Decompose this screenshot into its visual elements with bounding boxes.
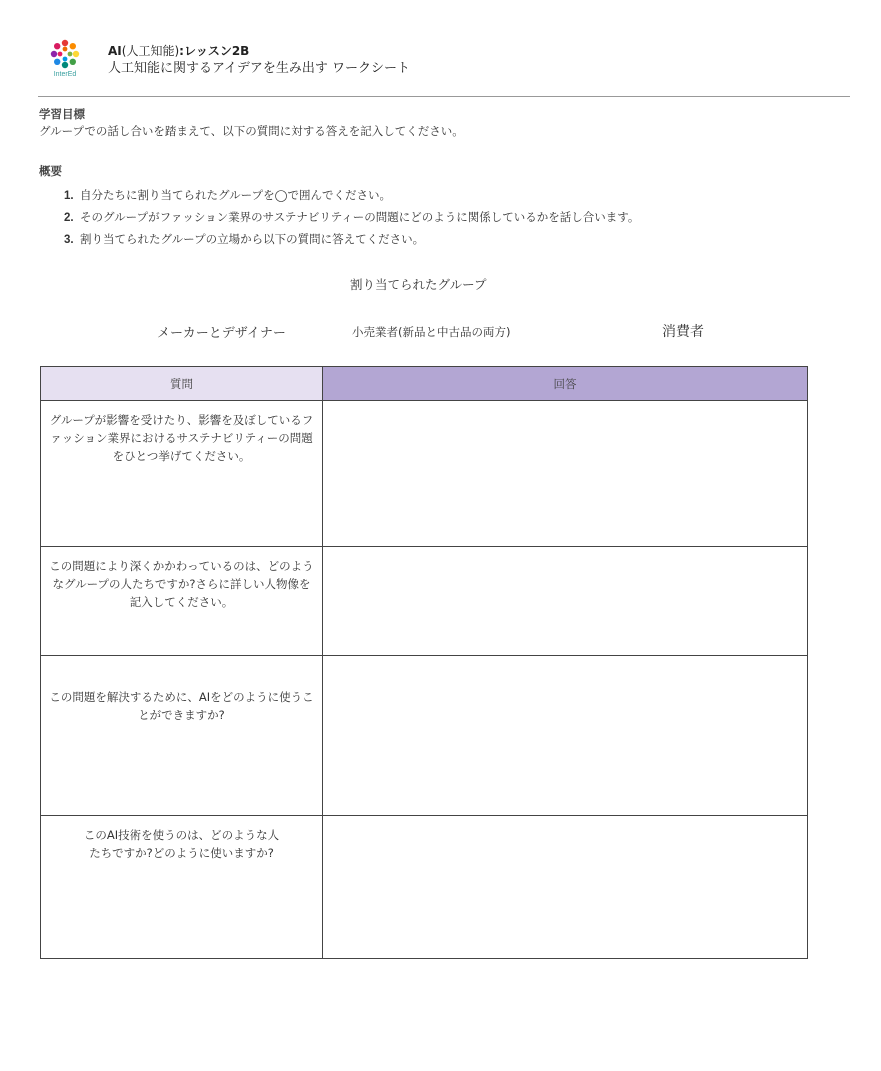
group-consumers[interactable]: 消費者	[662, 324, 704, 340]
header-divider	[38, 96, 850, 97]
logo-flower-icon	[44, 38, 86, 72]
question-text: このAI技術を使うのは、どのような人たちですか?どのように使いますか?	[83, 828, 280, 860]
objective-heading: 学習目標	[39, 107, 85, 121]
step-text: そのグループがファッション業界のサステナビリティーの問題にどのように関係しているかを話し合います。	[80, 210, 640, 224]
objective-text: グループでの話し合いを踏まえて、以下の質問に対する答えを記入してください。	[39, 124, 464, 138]
answer-column-header: 回答	[323, 367, 808, 401]
question-column-header: 質問	[41, 367, 323, 401]
page-title	[108, 42, 410, 78]
learning-objective	[39, 106, 464, 140]
question-cell	[41, 401, 323, 547]
question-cell	[41, 547, 323, 656]
title-paren: (人工知能)	[121, 44, 180, 58]
assigned-groups-heading: 割り当てられたグループ	[350, 277, 487, 292]
answer-cell[interactable]	[323, 656, 808, 816]
overview-heading: 概要	[39, 164, 62, 178]
logo-text: InterEd	[53, 71, 77, 78]
table-row	[41, 547, 808, 656]
answer-cell[interactable]	[323, 547, 808, 656]
group-makers-designers[interactable]: メーカーとデザイナー	[157, 326, 286, 341]
title-lesson: :レッスン2B	[179, 44, 250, 58]
question-text: この問題を解決するために、AIをどのように使うことができますか?	[49, 690, 314, 722]
step-number: 3.	[64, 234, 74, 246]
step-item	[64, 228, 639, 250]
step-item	[64, 206, 639, 228]
question-cell	[41, 816, 323, 959]
question-answer-table	[40, 366, 808, 959]
step-item	[64, 184, 639, 206]
step-text: 自分たちに割り当てられたグループを◯で囲んでください。	[80, 188, 391, 202]
question-text: この問題により深くかかわっているのは、どのようなグループの人たちですか?さらに詳しい人物像を記入してください。	[49, 559, 314, 609]
answer-cell[interactable]	[323, 401, 808, 547]
table-row	[41, 401, 808, 547]
question-text: グループが影響を受けたり、影響を及ぼしているファッション業界におけるサステナビリティーの問題をひとつ挙げてください。	[49, 413, 314, 463]
intered-logo	[44, 38, 86, 82]
worksheet-title: 人工知能に関するアイデアを生み出す ワークシート	[108, 61, 410, 76]
title-ai: AI	[108, 44, 122, 58]
overview-steps	[39, 184, 639, 250]
group-retailers[interactable]: 小売業者(新品と中古品の両方)	[352, 325, 511, 339]
table-row	[41, 816, 808, 959]
question-cell	[41, 656, 323, 816]
table-row	[41, 656, 808, 816]
step-number: 2.	[64, 212, 74, 224]
step-text: 割り当てられたグループの立場から以下の質問に答えてください。	[80, 232, 425, 246]
step-number: 1.	[64, 190, 74, 202]
table-header-row	[41, 367, 808, 401]
answer-cell[interactable]	[323, 816, 808, 959]
lesson-title	[108, 42, 410, 60]
overview	[39, 163, 639, 250]
